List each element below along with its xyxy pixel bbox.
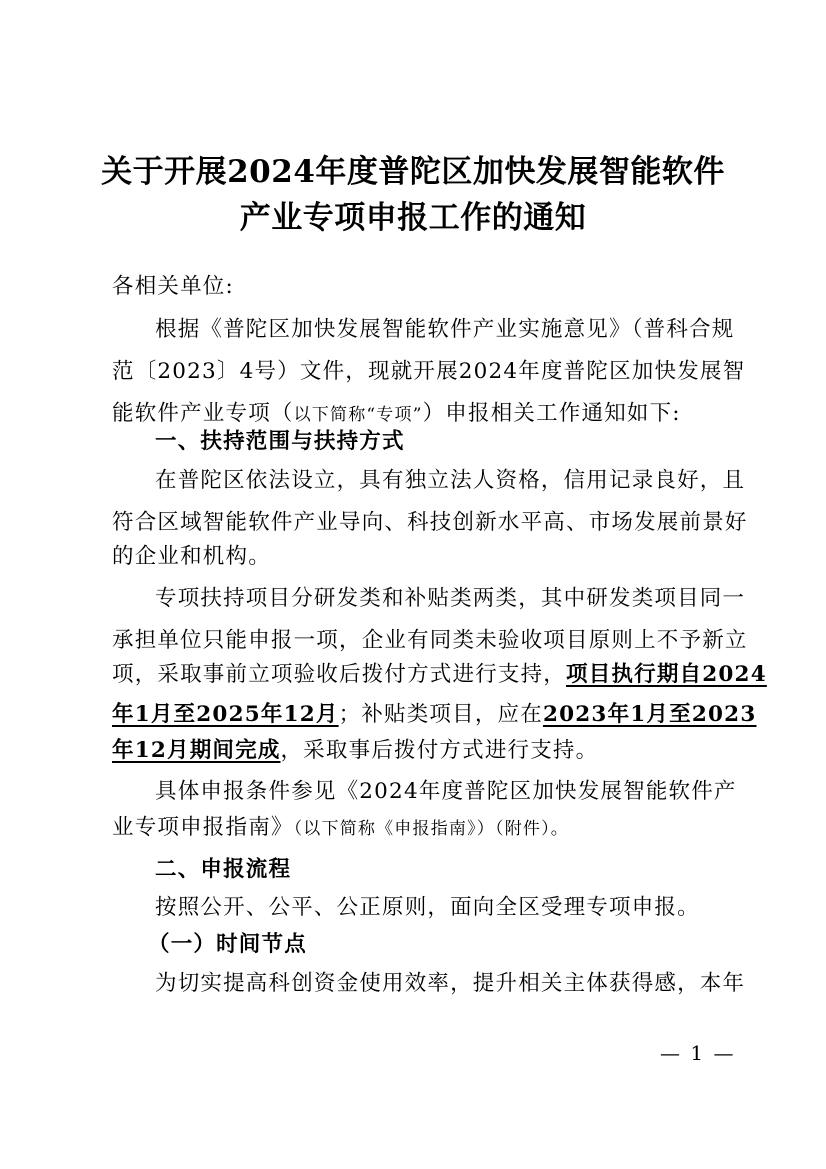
s1-p1-line-1: 在普陀区依法设立，具有独立法人资格，信用记录良好，且 [155, 468, 746, 493]
subsidy-period-end: 年12月期间完成 [112, 738, 281, 763]
s1-p2-line-4 [112, 700, 757, 730]
document-title-line-2: 产业专项申报工作的通知 [239, 200, 587, 236]
page-number: — 1 — [660, 1041, 736, 1065]
execution-period-start: 项目执行期自2024 [566, 662, 767, 687]
s2-p1: 按照公开、公平、公正原则，面向全区受理专项申报。 [155, 895, 700, 920]
intro-line-3 [112, 399, 726, 430]
s2-subheading-1: （一）时间节点 [148, 932, 307, 957]
intro-line-3-a: 能软件产业专项（ [112, 401, 294, 426]
intro-line-3-abbrev: 以下简称“专项” [293, 405, 423, 425]
section-2-heading: 二、申报流程 [155, 857, 292, 882]
s1-p3-line-1: 具体申报条件参见《2024年度普陀区加快发展智能软件产 [155, 779, 737, 804]
execution-period-end: 年1月至2025年12月 [112, 702, 339, 727]
s1-p2-line-5 [112, 736, 726, 766]
s1-p2-line-5-b: ，采取事后拨付方式进行支持。 [280, 738, 599, 763]
s1-p2-line-4-b: ；补贴类项目，应在 [338, 702, 543, 727]
s1-p2-line-3-a: 项，采取事前立项验收后拨付方式进行支持， [112, 662, 567, 687]
s1-p2-line-3 [112, 660, 767, 690]
salutation: 各相关单位: [112, 274, 234, 299]
document-title-line-1: 关于开展2024年度普陀区加快发展智能软件 [101, 154, 725, 190]
intro-line-3-c: ）申报相关工作通知如下: [422, 401, 681, 426]
s2-p2-line-1: 为切实提高科创资金使用效率，提升相关主体获得感，本年 [155, 971, 746, 996]
intro-line-2: 范〔2023〕4号）文件，现就开展2024年度普陀区加快发展智 [112, 359, 746, 384]
s1-p1-line-2: 符合区域智能软件产业导向、科技创新水平高、市场发展前景好 [112, 510, 748, 535]
s1-p2-line-2: 承担单位只能申报一项，企业有同类未验收项目原则上不予新立 [112, 628, 748, 653]
s1-p3-line-2 [112, 813, 726, 844]
s1-p3-line-2-b: （以下简称《申报指南》）（附件）。 [293, 819, 570, 839]
s1-p1-line-3: 的企业和机构。 [112, 544, 271, 569]
s1-p2-line-1: 专项扶持项目分研发类和补贴类两类，其中研发类项目同一 [155, 586, 746, 611]
s1-p3-line-2-a: 业专项申报指南》 [112, 815, 294, 840]
intro-line-1: 根据《普陀区加快发展智能软件产业实施意见》（普科合规 [155, 317, 735, 342]
section-1-heading: 一、扶持范围与扶持方式 [155, 429, 405, 454]
subsidy-period-start: 2023年1月至2023 [542, 702, 757, 727]
